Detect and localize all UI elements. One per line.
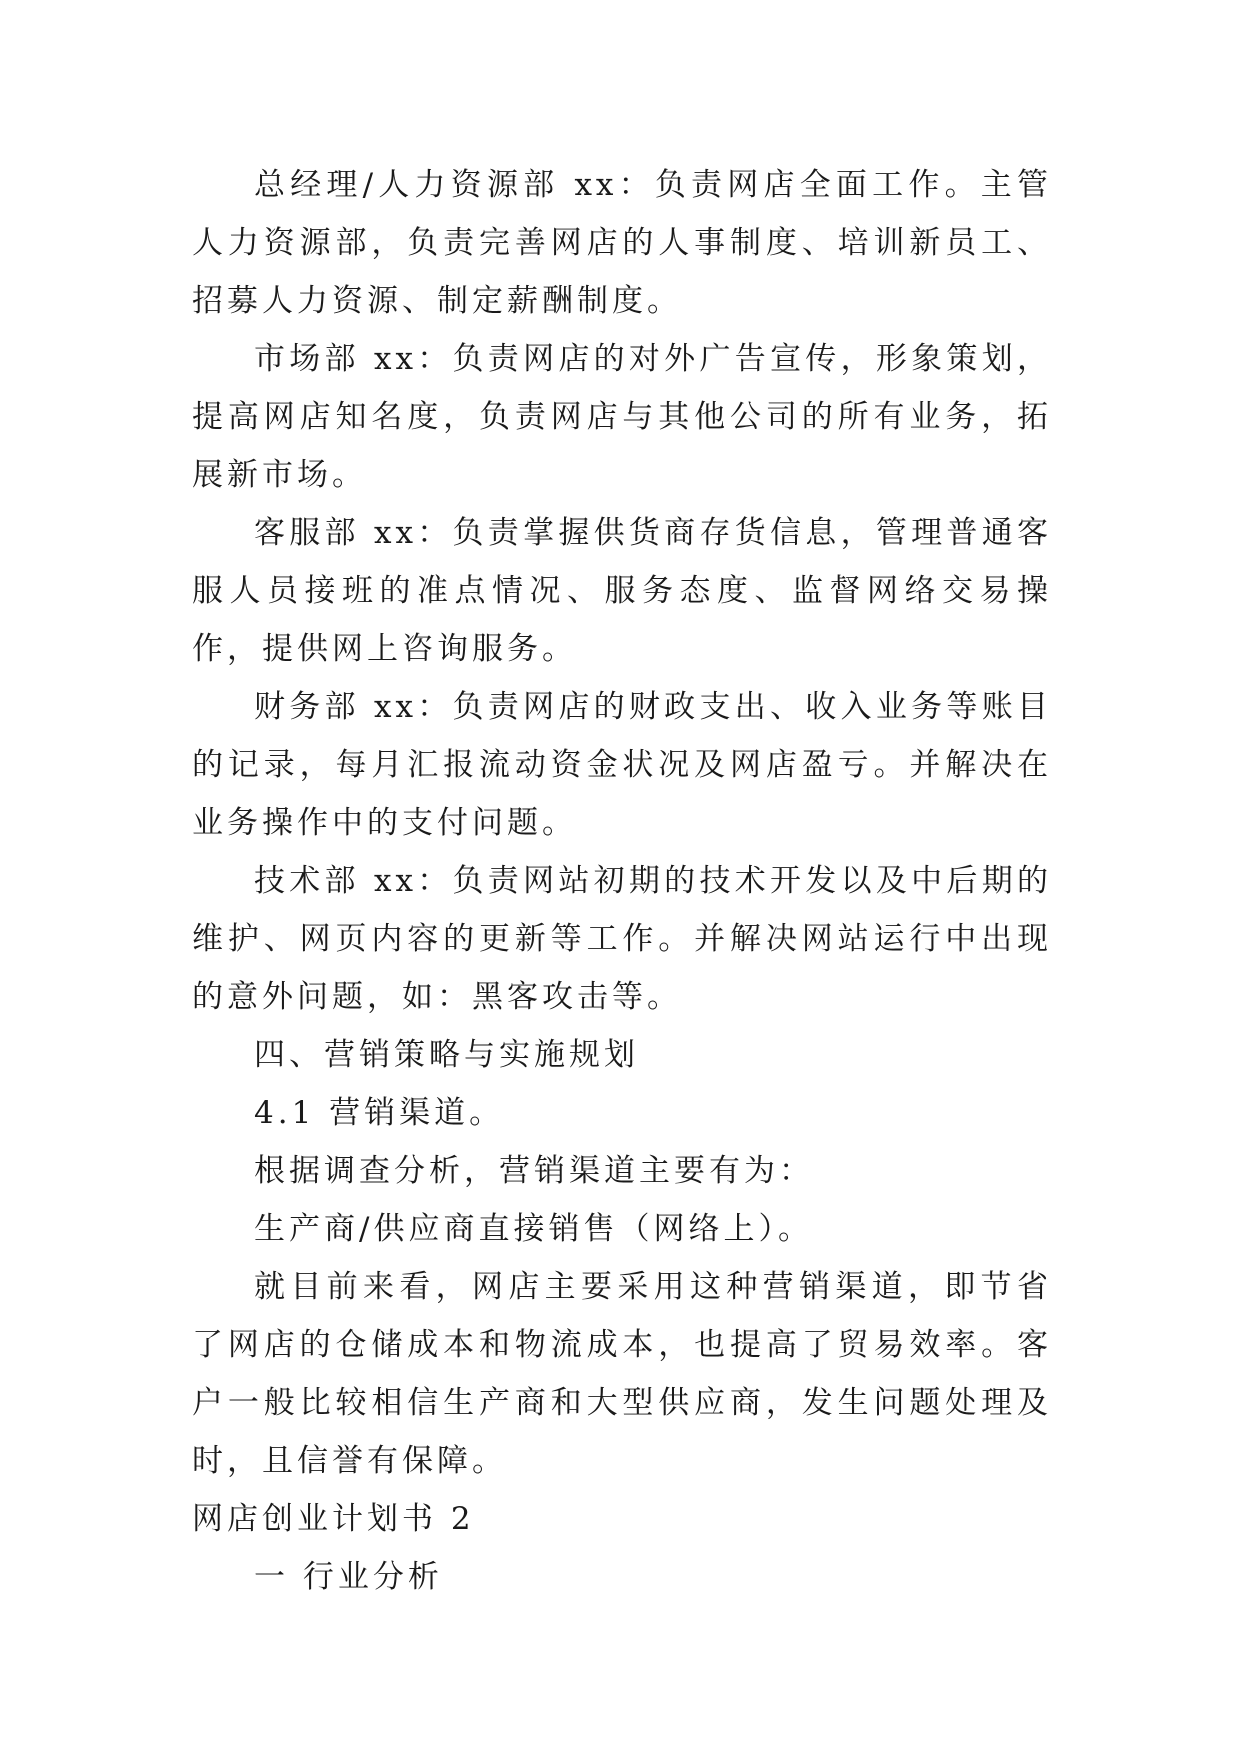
section-heading-marketing-strategy: 四、营销策略与实施规划	[254, 1037, 639, 1073]
paragraph-general-manager: 总经理/人力资源部 xx：负责网店全面工作。主管人力资源部，负责完善网店的人事制度、培训新员工、招募人力资源、制定薪酬制度。	[192, 167, 1052, 319]
paragraph-channels-intro: 根据调查分析，营销渠道主要有为：	[254, 1153, 814, 1189]
document-title-plan-2: 网店创业计划书 2	[192, 1501, 475, 1537]
subsection-heading-marketing-channels: 4.1 营销渠道。	[254, 1095, 505, 1131]
paragraph-customer-service-dept: 客服部 xx：负责掌握供货商存货信息，管理普通客服人员接班的准点情况、服务态度、监督网络交易操作，提供网上咨询服务。	[192, 515, 1052, 667]
section-heading-industry-analysis: 一 行业分析	[254, 1559, 443, 1595]
paragraph-tech-dept: 技术部 xx：负责网站初期的技术开发以及中后期的维护、网页内容的更新等工作。并解决网站运行中出现的意外问题，如：黑客攻击等。	[192, 863, 1052, 1015]
paragraph-channel-explanation: 就目前来看，网店主要采用这种营销渠道，即节省了网店的仓储成本和物流成本，也提高了贸易效率。客户一般比较相信生产商和大型供应商，发生问题处理及时，且信誉有保障。	[192, 1269, 1052, 1479]
document-body	[192, 156, 1052, 1606]
paragraph-finance-dept: 财务部 xx：负责网店的财政支出、收入业务等账目的记录，每月汇报流动资金状况及网店盈亏。并解决在业务操作中的支付问题。	[192, 689, 1052, 841]
paragraph-marketing-dept: 市场部 xx：负责网店的对外广告宣传，形象策划，提高网店知名度，负责网店与其他公司的所有业务，拓展新市场。	[192, 341, 1052, 493]
paragraph-direct-sales: 生产商/供应商直接销售（网络上）。	[254, 1211, 813, 1247]
